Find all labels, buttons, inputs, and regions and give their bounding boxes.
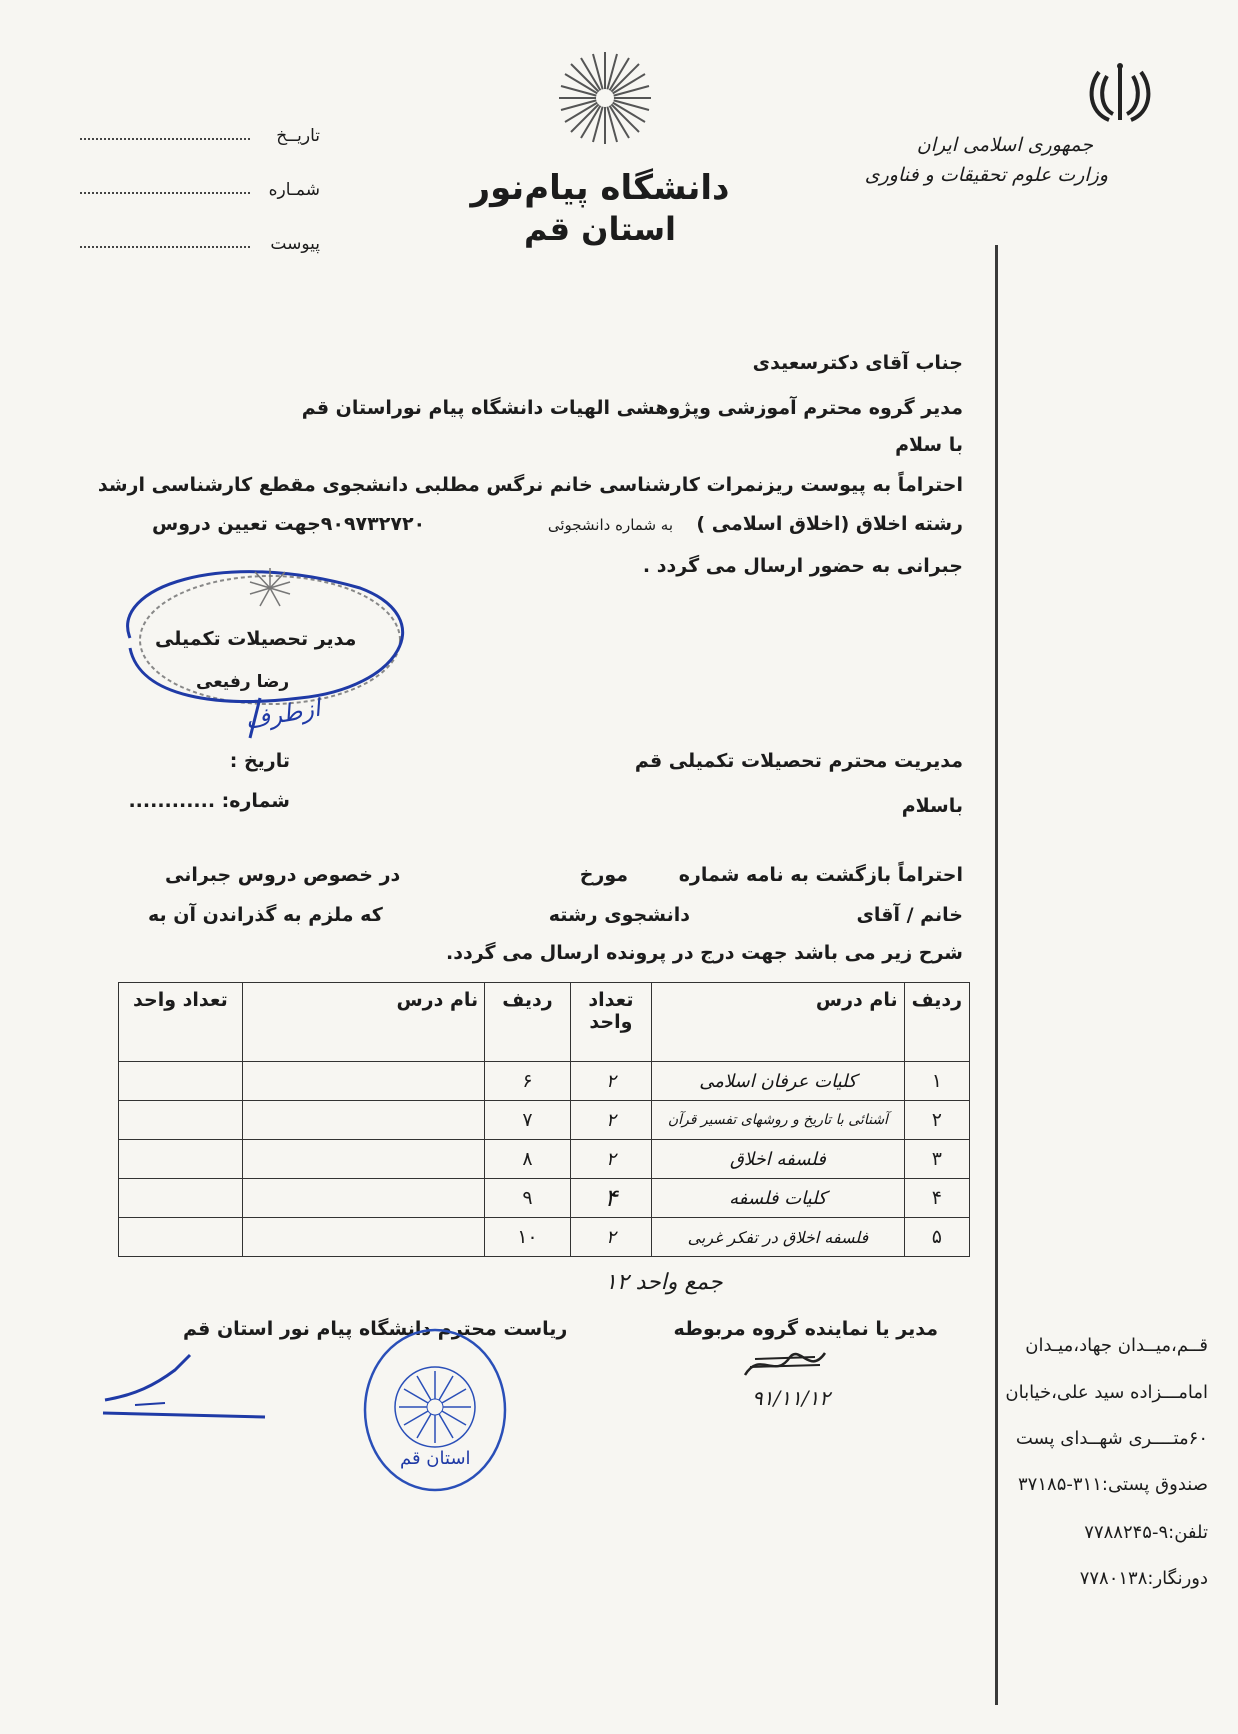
presidency-label: ریاست محترم دانشگاه پیام نور استان قم [183, 1318, 568, 1340]
reply-addressee: مدیریت محترم تحصیلات تکمیلی قم [634, 750, 963, 772]
course-name-2 [242, 1179, 484, 1218]
reply-line3: شرح زیر می باشد جهت درج در پرونده ارسال می گردد. [446, 942, 963, 964]
row-number: ۴ [904, 1179, 969, 1218]
sender-name: رضا رفیعی [196, 672, 290, 692]
dept-head-date: ۹۱/۱۱/۱۲ [752, 1386, 830, 1410]
row-number: ۱ [904, 1062, 969, 1101]
course-units: ۲ [570, 1140, 651, 1179]
table-row [119, 1218, 970, 1257]
reply-line2-c: که ملزم به گذراندن آن به [148, 904, 383, 926]
reply-greeting: باسلام [901, 795, 963, 817]
table-row [119, 1179, 970, 1218]
row-number: ۵ [904, 1218, 969, 1257]
col-header-course: نام درس [652, 983, 904, 1062]
address-phone: تلفن:۹-۷۷۸۸۲۴۵ [1084, 1522, 1208, 1543]
ministry-line2: وزارت علوم تحقیقات و فناوری [864, 164, 1108, 186]
course-name-2 [242, 1218, 484, 1257]
body-line2-a: رشته اخلاق (اخلاق اسلامی ) [696, 513, 963, 535]
courses-table [118, 982, 970, 1257]
address-line3: ۶۰متــــری شهــدای پست [1015, 1428, 1208, 1449]
table-header-row [119, 983, 970, 1062]
course-units: ۲ [570, 1218, 651, 1257]
sender-title: مدیر تحصیلات تکمیلی [155, 628, 357, 650]
address-line1: قــم،میــدان جهاد،میـدان [1025, 1335, 1208, 1356]
presidency-signature [95, 1345, 275, 1435]
course-name: فلسفه اخلاق در تفکر غربی [652, 1218, 904, 1257]
row-number-2: ۱۰ [485, 1218, 571, 1257]
row-number-2: ۷ [485, 1101, 571, 1140]
number-field [80, 172, 320, 202]
dept-head-signature [740, 1345, 830, 1385]
address-line2: امامـــزاده سید علی،خیابان [1005, 1382, 1208, 1403]
number-label: شمـاره [268, 180, 320, 200]
col-header-row: ردیف [904, 983, 969, 1062]
course-name-2 [242, 1140, 484, 1179]
row-number: ۲ [904, 1101, 969, 1140]
reply-line2-b: دانشجوی رشته [548, 904, 690, 926]
university-name: دانشگاه پیام‌نور [470, 168, 730, 208]
dept-head-label: مدیر یا نماینده گروه مربوطه [673, 1318, 938, 1340]
course-units-2 [119, 1140, 243, 1179]
col-header-row-2: ردیف [485, 983, 571, 1062]
course-units-2 [119, 1101, 243, 1140]
body-line3: جبرانی به حضور ارسال می گردد . [642, 555, 963, 577]
col-header-course-2: نام درس [242, 983, 484, 1062]
course-units: ۲ [570, 1062, 651, 1101]
course-units-2 [119, 1218, 243, 1257]
row-number-2: ۶ [485, 1062, 571, 1101]
row-number: ۳ [904, 1140, 969, 1179]
table-row [119, 1101, 970, 1140]
reply-line1-a: احتراماً بازگشت به نامه شماره [678, 864, 963, 886]
recipient-title: مدیر گروه محترم آموزشی وپژوهشی الهیات دانشگاه پیام نوراستان قم [301, 397, 963, 419]
row-number-2: ۹ [485, 1179, 571, 1218]
university-province: استان قم [523, 210, 676, 248]
row-number-2: ۸ [485, 1140, 571, 1179]
course-name: فلسفه اخلاق [652, 1140, 904, 1179]
university-logo-icon [555, 48, 655, 148]
course-units-2 [119, 1062, 243, 1101]
total-units-note: جمع واحد ۱۲ [605, 1270, 723, 1295]
sender-handwritten: ازطرف [243, 693, 323, 735]
body-line2-c: ۹۰۹۷۳۲۷۲۰جهت تعیین دروس [152, 513, 426, 535]
university-seal-icon [360, 1325, 510, 1495]
date-field [80, 118, 320, 148]
table-row [119, 1062, 970, 1101]
address-postal: صندوق پستی:۳۱۱-۳۷۱۸۵ [1018, 1474, 1208, 1495]
course-name: آشنائی با تاریخ و روشهای تفسیر قرآن [652, 1101, 904, 1140]
course-units: ۲ [570, 1101, 651, 1140]
course-name-2 [242, 1101, 484, 1140]
course-units: ۴ [570, 1179, 651, 1218]
course-name: کلیات فلسفه [652, 1179, 904, 1218]
iran-emblem-icon [1085, 60, 1155, 130]
course-units-2 [119, 1179, 243, 1218]
reply-line2-a: خانم / آقای [856, 904, 963, 926]
reply-number-label: شماره: ............ [128, 790, 290, 812]
reply-line1-c: در خصوص دروس جبرانی [165, 864, 401, 886]
reply-line1-b: مورخ [579, 864, 628, 886]
salutation: جناب آقای دکترسعیدی [752, 352, 963, 374]
date-label: تاریــخ [276, 126, 320, 146]
address-fax: دورنگار:۷۷۸۰۱۳۸ [1079, 1568, 1208, 1589]
col-header-units: تعداد واحد [570, 983, 651, 1062]
attachment-field [80, 226, 320, 256]
table-row [119, 1140, 970, 1179]
course-name: کلیات عرفان اسلامی [652, 1062, 904, 1101]
body-line1: احتراماً به پیوست ریزنمرات کارشناسی خانم نرگس مطلبی دانشجوی مقطع کارشناسی ارشد [97, 474, 963, 496]
attachment-label: پیوست [270, 234, 320, 254]
course-name-2 [242, 1062, 484, 1101]
ministry-line1: جمهوری اسلامی ایران [916, 134, 1093, 156]
col-header-units-2: تعداد واحد [119, 983, 243, 1062]
reply-date-label: تاریخ : [229, 750, 290, 772]
greeting: با سلام [895, 434, 963, 456]
body-line2-b: به شماره دانشجوئی [547, 516, 673, 534]
seal-text: استان قم [400, 1448, 471, 1469]
